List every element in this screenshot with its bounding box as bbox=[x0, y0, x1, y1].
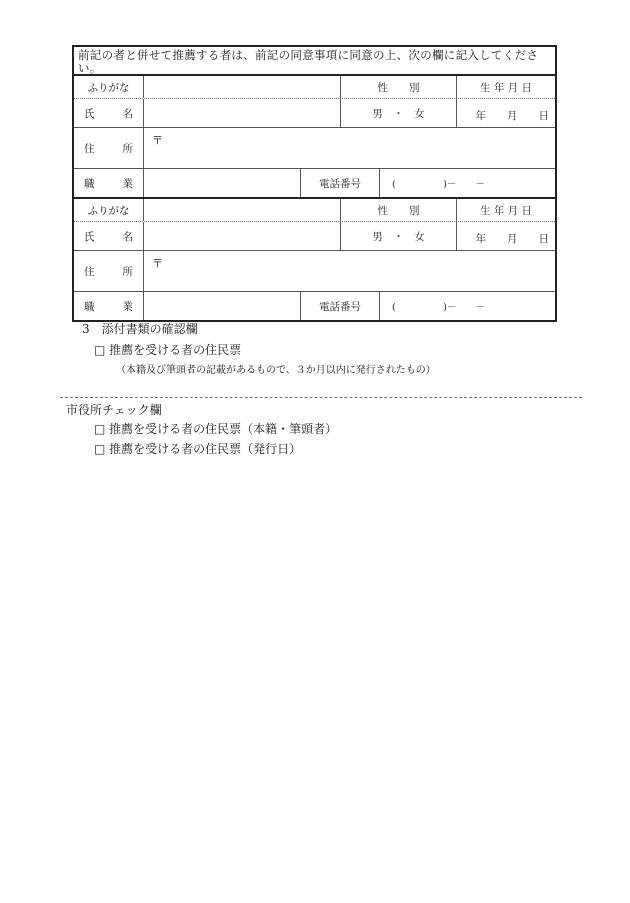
gender-label: 性 別 bbox=[340, 199, 456, 221]
city-office-heading: 市役所チェック欄 bbox=[66, 403, 162, 417]
phone-input[interactable]: ( )－ － bbox=[379, 169, 555, 197]
birthdate-input[interactable]: 年 月 日 bbox=[456, 222, 555, 250]
gender-choice[interactable]: 男 ・ 女 bbox=[340, 99, 456, 127]
recommender-block-1 bbox=[74, 76, 555, 197]
phone-input[interactable]: ( )－ － bbox=[379, 292, 555, 320]
city-check-label: 推薦を受ける者の住民票（発行日） bbox=[109, 442, 302, 456]
attachment-item[interactable] bbox=[94, 341, 241, 358]
furigana-label: ふりがな bbox=[87, 81, 130, 94]
occupation-label: 職 業 bbox=[84, 300, 133, 313]
occupation-label: 職 業 bbox=[84, 177, 133, 190]
birthdate-label: 生 年 月 日 bbox=[456, 199, 555, 221]
co-recommender-table bbox=[72, 45, 557, 322]
name-input[interactable] bbox=[143, 222, 340, 250]
address-label: 住 所 bbox=[84, 265, 133, 278]
attachments-heading: 3 添付書類の確認欄 bbox=[82, 322, 198, 336]
postal-mark: 〒 bbox=[152, 257, 163, 270]
postal-mark: 〒 bbox=[152, 134, 163, 147]
phone-label: 電話番号 bbox=[300, 292, 379, 320]
city-check-item[interactable] bbox=[94, 440, 301, 457]
checkbox-icon[interactable]: □ bbox=[94, 422, 106, 436]
recommender-block-2 bbox=[74, 197, 555, 320]
intro-text: 前記の者と併せて推薦する者は、前記の同意事項に同意の上、次の欄に記入してください。 bbox=[74, 47, 555, 76]
dashed-divider bbox=[60, 397, 582, 398]
attachment-label: 推薦を受ける者の住民票 bbox=[109, 343, 242, 357]
city-check-label: 推薦を受ける者の住民票（本籍・筆頭者） bbox=[109, 422, 338, 436]
birthdate-label: 生 年 月 日 bbox=[456, 76, 555, 98]
birthdate-input[interactable]: 年 月 日 bbox=[456, 99, 555, 127]
checkbox-icon[interactable]: □ bbox=[94, 442, 106, 456]
address-input[interactable] bbox=[143, 251, 555, 291]
gender-choice[interactable]: 男 ・ 女 bbox=[340, 222, 456, 250]
attachment-note: （本籍及び筆頭者の記載があるもので、３か月以内に発行されたもの） bbox=[116, 365, 436, 376]
furigana-input[interactable] bbox=[143, 199, 340, 221]
furigana-label: ふりがな bbox=[87, 204, 130, 217]
checkbox-icon[interactable]: □ bbox=[94, 343, 106, 357]
name-label: 氏 名 bbox=[84, 107, 133, 120]
gender-label: 性 別 bbox=[340, 76, 456, 98]
address-input[interactable] bbox=[143, 128, 555, 168]
name-input[interactable] bbox=[143, 99, 340, 127]
address-label: 住 所 bbox=[84, 142, 133, 155]
city-check-item[interactable] bbox=[94, 420, 337, 437]
occupation-input[interactable] bbox=[143, 169, 300, 197]
occupation-input[interactable] bbox=[143, 292, 300, 320]
furigana-input[interactable] bbox=[143, 76, 340, 98]
name-label: 氏 名 bbox=[84, 230, 133, 243]
phone-label: 電話番号 bbox=[300, 169, 379, 197]
